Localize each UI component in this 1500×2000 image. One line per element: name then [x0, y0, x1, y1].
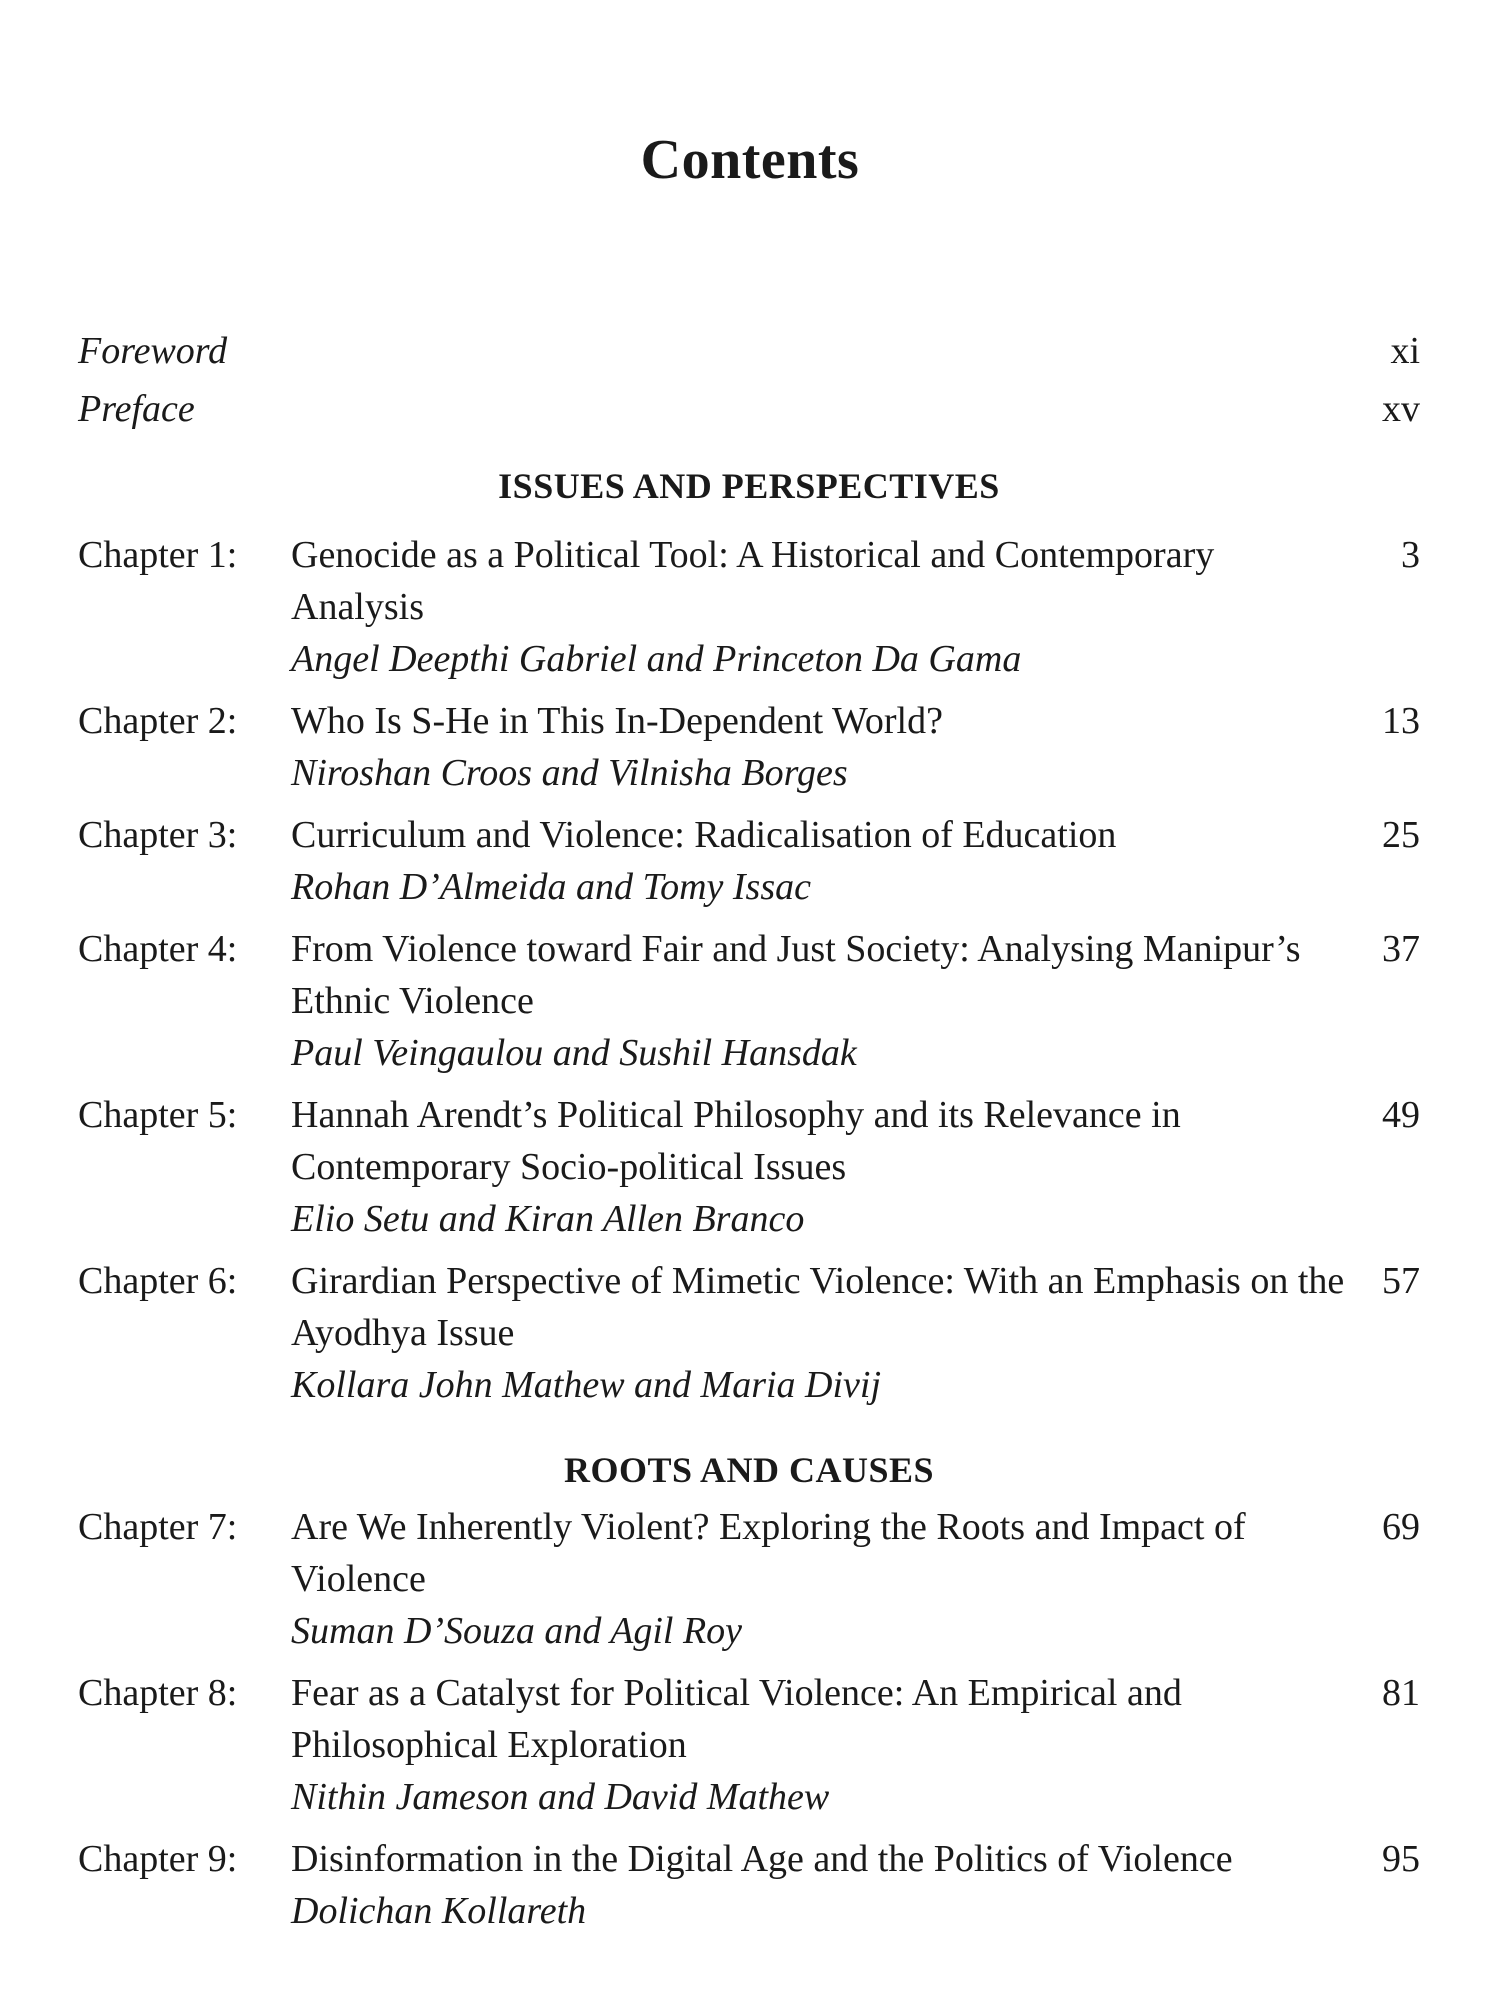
chapter-label: Chapter 5: — [78, 1094, 238, 1136]
chapter-label: Chapter 1: — [78, 534, 238, 576]
chapter-body — [291, 529, 1350, 685]
chapter-page: 95 — [1382, 1838, 1420, 1880]
chapter-entry[interactable] — [78, 695, 1420, 799]
chapter-page: 57 — [1382, 1260, 1420, 1302]
chapter-entry[interactable] — [78, 923, 1420, 1079]
chapter-page: 49 — [1382, 1094, 1420, 1136]
chapter-page: 37 — [1382, 928, 1420, 970]
chapter-authors: Paul Veingaulou and Sushil Hansdak — [291, 1032, 857, 1074]
chapter-label: Chapter 8: — [78, 1672, 238, 1714]
chapter-label: Chapter 3: — [78, 814, 238, 856]
chapter-authors: Angel Deepthi Gabriel and Princeton Da Gama — [291, 638, 1022, 680]
chapter-authors: Suman D’Souza and Agil Roy — [291, 1610, 743, 1652]
front-matter-title: Preface — [78, 388, 195, 430]
chapter-page: 3 — [1401, 534, 1420, 576]
front-matter-title: Foreword — [78, 330, 228, 372]
chapter-authors: Dolichan Kollareth — [291, 1890, 587, 1932]
chapter-entry[interactable] — [78, 809, 1420, 913]
chapter-page: 25 — [1382, 814, 1420, 856]
chapter-entry[interactable] — [78, 1089, 1420, 1245]
chapter-title: Curriculum and Violence: Radicalisation of Education — [291, 814, 1117, 856]
front-matter-row[interactable] — [78, 325, 1420, 383]
chapter-body — [291, 1255, 1350, 1411]
chapter-title: Are We Inherently Violent? Exploring the Roots and Impact of Violence — [291, 1506, 1246, 1600]
chapter-page: 81 — [1382, 1672, 1420, 1714]
chapter-label: Chapter 4: — [78, 928, 238, 970]
front-matter-page: xi — [1390, 330, 1420, 372]
chapter-entry[interactable] — [78, 1667, 1420, 1823]
chapter-title: Girardian Perspective of Mimetic Violence: With an Emphasis on the Ayodhya Issue — [291, 1260, 1345, 1354]
chapter-authors: Nithin Jameson and David Mathew — [291, 1776, 830, 1818]
page-title: Contents — [640, 129, 860, 191]
chapter-body — [291, 1667, 1350, 1823]
chapter-body — [291, 1833, 1350, 1937]
chapter-title: Hannah Arendt’s Political Philosophy and its Relevance in Contemporary Socio-political Issues — [291, 1094, 1181, 1188]
chapter-title: Genocide as a Political Tool: A Historical and Contemporary Analysis — [291, 534, 1215, 628]
chapter-title: Who Is S-He in This In-Dependent World? — [291, 700, 943, 742]
chapter-label: Chapter 2: — [78, 700, 238, 742]
chapter-body — [291, 1089, 1350, 1245]
chapter-label: Chapter 7: — [78, 1506, 238, 1548]
chapter-entry[interactable] — [78, 1255, 1420, 1411]
table-of-contents — [78, 325, 1420, 1947]
chapter-body — [291, 695, 1350, 799]
chapter-title: Disinformation in the Digital Age and the Politics of Violence — [291, 1838, 1233, 1880]
chapter-body — [291, 923, 1350, 1079]
chapter-title: From Violence toward Fair and Just Society: Analysing Manipur’s Ethnic Violence — [291, 928, 1301, 1022]
chapter-authors: Niroshan Croos and Vilnisha Borges — [291, 752, 848, 794]
chapter-body — [291, 809, 1350, 913]
chapter-page: 13 — [1382, 700, 1420, 742]
section-heading: ISSUES AND PERSPECTIVES — [498, 466, 1000, 506]
front-matter-page: xv — [1382, 388, 1420, 430]
chapter-authors: Rohan D’Almeida and Tomy Issac — [291, 866, 811, 908]
chapter-entry[interactable] — [78, 1833, 1420, 1937]
chapter-entry[interactable] — [78, 529, 1420, 685]
chapter-body — [291, 1501, 1350, 1657]
chapter-title: Fear as a Catalyst for Political Violence: An Empirical and Philosophical Exploration — [291, 1672, 1182, 1766]
chapter-page: 69 — [1382, 1506, 1420, 1548]
front-matter-row[interactable] — [78, 383, 1420, 441]
section-heading: ROOTS AND CAUSES — [563, 1450, 935, 1490]
chapter-label: Chapter 9: — [78, 1838, 238, 1880]
chapter-authors: Kollara John Mathew and Maria Divij — [291, 1364, 882, 1406]
chapter-authors: Elio Setu and Kiran Allen Branco — [291, 1198, 805, 1240]
chapter-entry[interactable] — [78, 1501, 1420, 1657]
chapter-label: Chapter 6: — [78, 1260, 238, 1302]
